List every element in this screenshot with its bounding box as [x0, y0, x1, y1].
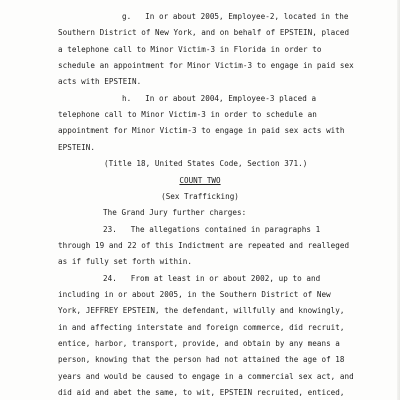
paragraph-24-line-4: in and affecting interstate and foreign commerce, did recruit,	[58, 322, 345, 332]
statute-citation: (Title 18, United States Code, Section 371.)	[104, 159, 308, 169]
paragraph-h-line-3: appointment for Minor Victim-3 to engage in paid sex acts with	[58, 126, 345, 136]
paragraph-g-line-3: a telephone call to Minor Victim-3 in Florida in order to	[58, 44, 322, 54]
paragraph-24-line-3: York, JEFFREY EPSTEIN, the defendant, willfully and knowingly,	[58, 306, 345, 316]
grand-jury-charges: The Grand Jury further charges:	[103, 208, 247, 218]
paragraph-g-line-1: g. In or about 2005, Employee-2, located in the	[122, 12, 349, 21]
paragraph-g-line-5: acts with EPSTEIN.	[58, 77, 142, 87]
paragraph-24-line-7: years and would be caused to engage in a commercial sex act, and	[58, 371, 354, 381]
paragraph-23-line-1: 23. The allegations contained in paragraphs 1	[103, 224, 321, 234]
paragraph-24-line-2: including in or about 2005, in the Southern District of New	[58, 289, 331, 299]
paragraph-g-line-2: Southern District of New York, and on behalf of EPSTEIN, placed	[58, 28, 350, 38]
paragraph-24-line-5: entice, harbor, transport, provide, and obtain by any means a	[58, 339, 340, 348]
paragraph-h-line-4: EPSTEIN.	[58, 142, 95, 152]
count-heading: COUNT TWO	[179, 175, 221, 185]
count-subheading: (Sex Trafficking)	[161, 191, 239, 201]
paragraph-23-line-3: as if fully set forth within.	[58, 257, 193, 267]
paragraph-g-line-4: schedule an appointment for Minor Victim-3 to engage in paid sex	[58, 61, 354, 70]
paragraph-23-line-2: through 19 and 22 of this Indictment are repeated and realleged	[58, 240, 350, 250]
paragraph-24-line-8: did aid and abet the same, to wit, EPSTEIN recruited, enticed,	[58, 388, 345, 397]
paragraph-24-line-1: 24. From at least in or about 2002, up to and	[103, 273, 321, 283]
paragraph-h-line-1: h. In or about 2004, Employee-3 placed a	[122, 93, 317, 103]
paragraph-24-line-6: person, knowing that the person had not attained the age of 18	[58, 355, 345, 365]
paragraph-h-line-2: telephone call to Minor Victim-3 in order to schedule an	[58, 110, 317, 120]
